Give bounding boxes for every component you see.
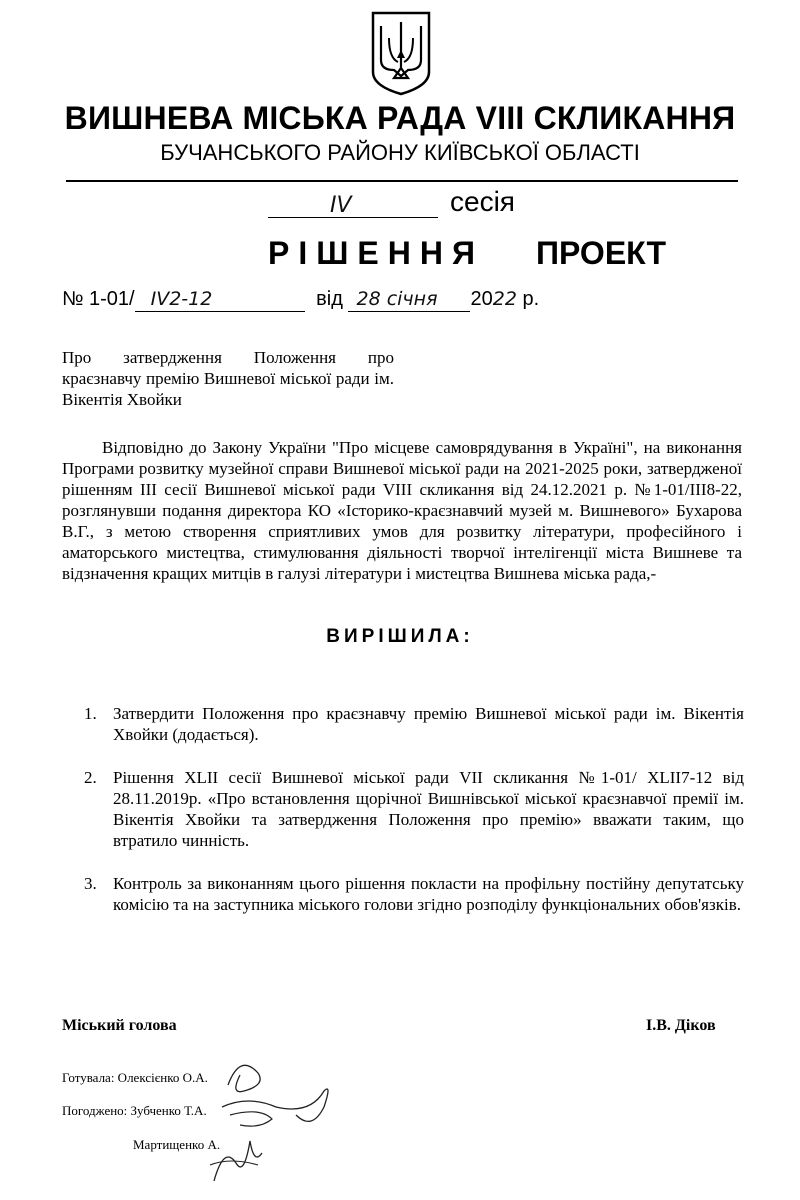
resolution-item [84,767,744,851]
item-text: Затвердити Положення про краєзнавчу премію Вишневої міської ради ім. Вікентія Хвойки (додається). [113,704,744,744]
resolution-item [84,703,744,745]
decision-title: РІШЕННЯ [268,235,484,271]
session-underline [268,217,438,218]
year-value: 22 [492,288,517,310]
number-prefix: № 1-01/ [62,288,135,310]
session-label: сесія [450,186,515,217]
year-prefix: 20 [470,288,493,310]
from-label: від [316,288,343,310]
district-name: БУЧАНСЬКОГО РАЙОНУ КИЇВСЬКОЇ ОБЛАСТІ [160,140,640,165]
date-value: 28 січня [356,288,438,310]
date-field [348,288,470,312]
resolution-item [84,873,744,915]
agreed-by: Погоджено: Зубченко Т.А. [62,1103,207,1118]
draft-label: ПРОЕКТ [536,235,667,271]
mayor-label: Міський голова [62,1017,177,1034]
handwritten-signature-icon [200,1045,360,1195]
prepared-by: Готувала: Олексієнко О.А. [62,1070,208,1085]
preamble-text: Відповідно до Закону України "Про місцеве самоврядування в Україні", на виконання Програми розвитку музейної справи Вишневої міської ради на 2021-2025 роки, затвердженої рішенням III сесії Вишневої міської ради VIII скликання від 24.12.2021 р. №1-01/III8-22, розглянувши подання директора КО «Історико-краєзнавчий музей м. Вишневого» Бухарова В.Г., з метою створення сприятливих умов для розвитку літератури, професійного і аматорського мистецтва, стимулювання діяльності творчої інтелігенції міста Вишневе та відзначення кращих митців в галузі літератури і мистецтва Вишнева міська рада,- [62,438,742,583]
agreed-by-second: Мартищенко А. [133,1137,221,1152]
council-name: ВИШНЕВА МІСЬКА РАДА VIII СКЛИКАННЯ [64,100,736,136]
session-number: IV [330,193,352,218]
mayor-name: І.В. Діков [646,1017,716,1034]
item-number: 2. [84,768,97,787]
resolution-items [84,703,744,937]
item-text: Рішення XLII сесії Вишневої міської ради VII скликання №1-01/ XLII7-12 від 28.11.2019р. «Про встановлення щорічної Вишнівської міської краєзнавчої премії ім. Вікентія Хвойки та затвердження Положення про премію» вважати таким, що втратило чинність. [113,768,744,850]
item-text: Контроль за виконанням цього рішення покласти на профільну постійну депутатську комісію та на заступника міського голови згідно розподілу функціональних обов'язків. [113,874,744,914]
number-date-line [62,288,539,312]
year-suffix: р. [522,288,540,310]
decision-subject: Про затвердження Положення про краєзнавчу премію Вишневої міської ради ім. Вікентія Хвойки [62,348,394,409]
item-number: 3. [84,874,97,893]
number-field [135,288,305,312]
header-divider [66,180,738,182]
item-number: 1. [84,704,97,723]
number-value: IV2-12 [150,288,213,310]
resolved-heading: ВИРІШИЛА: [326,626,474,647]
coat-of-arms-icon [370,10,432,96]
